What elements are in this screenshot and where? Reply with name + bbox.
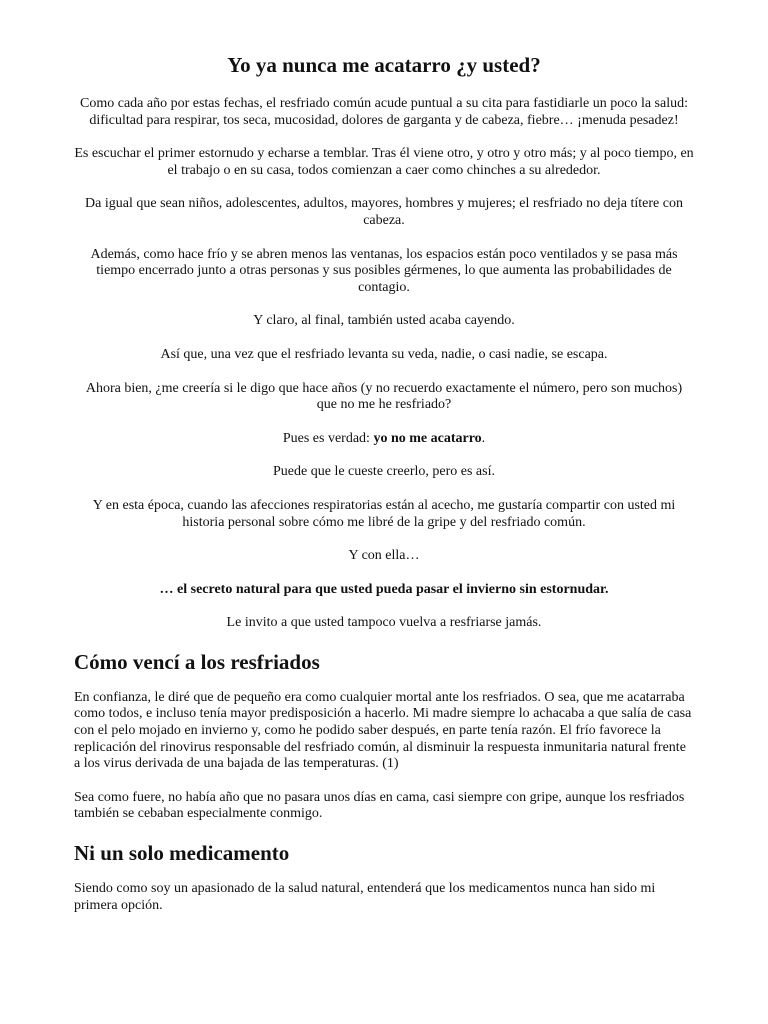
secret-line-bold: … el secreto natural para que usted pueda pasar el invierno sin estornudar.: [159, 581, 609, 597]
intro-paragraph: Ahora bien, ¿me creería si le digo que hace años (y no recuerdo exactamente el número, pero son muchos) que no me he resfriado?: [85, 380, 683, 413]
intro-paragraph: Da igual que sean niños, adolescentes, adultos, mayores, hombres y mujeres; el resfriado no deja títere con cabeza.: [85, 196, 683, 228]
section-heading-medicamento: Ni un solo medicamento: [74, 841, 290, 866]
body-paragraph: Y en esta época, cuando las afecciones respiratorias están al acecho, me gustaría compartir con usted mi historia personal sobre cómo me libré de la gripe y del resfriado común.: [92, 497, 676, 530]
intro-paragraph: Es escuchar el primer estornudo y echarse a temblar. Tras él viene otro, y otro y otro más; y al poco tiempo, en el trabajo o en su casa, todos comienzan a caer como chinches a su alrededor.: [74, 146, 694, 178]
secret-line: [74, 582, 694, 599]
section-heading-resfriados: Cómo vencí a los resfriados: [74, 649, 320, 674]
document-title: Yo ya nunca me acatarro ¿y usted?: [227, 53, 541, 77]
intro-paragraph: Como cada año por estas fechas, el resfriado común acude puntual a su cita para fastidiarle un poco la salud: dificultad para respirar, tos seca, mucosidad, dolores de garganta y de cabeza, fiebre… ¡menuda pesadez!: [80, 96, 688, 128]
intro-paragraph: Así que, una vez que el resfriado levanta su veda, nadie, o casi nadie, se escapa.: [160, 346, 608, 362]
section-paragraph: En confianza, le diré que de pequeño era como cualquier mortal ante los resfriados. O sea, que me acatarraba como todos, e incluso tenía mayor predisposición a hacerlo. Mi madre siempre lo achacaba a que salía de casa con el pelo mojado en invierno y, como he podido saber después, en parte tenía razón. El frío favorece la replicación del rinovirus responsable del resfriado común, al disminuir la respuesta inmunitaria natural frente a los virus derivada de una bajada de las temperaturas. (1): [74, 689, 692, 772]
body-paragraph: Puede que le cueste creerlo, pero es así.: [273, 464, 495, 480]
section-paragraph: Sea como fuere, no había año que no pasara unos días en cama, casi siempre con gripe, aunque los resfriados también se cebaban especialmente conmigo.: [74, 789, 685, 822]
truth-suffix: .: [481, 430, 486, 446]
truth-prefix: Pues es verdad:: [282, 430, 374, 446]
body-paragraph: Y con ella…: [348, 548, 420, 564]
section-paragraph: Siendo como soy un apasionado de la salud natural, entenderá que los medicamentos nunca han sido mi primera opción.: [74, 881, 656, 913]
intro-paragraph: Y claro, al final, también usted acaba cayendo.: [253, 313, 515, 329]
truth-paragraph: [74, 431, 694, 448]
intro-paragraph: Además, como hace frío y se abren menos las ventanas, los espacios están poco ventilados y se pasa más tiempo encerrado junto a otras personas y sus posibles gérmenes, lo que aumenta las probabilidades de contagio.: [90, 246, 678, 295]
truth-bold-text: yo no me acatarro: [373, 430, 482, 446]
document-page: [74, 52, 694, 931]
invite-line: Le invito a que usted tampoco vuelva a resfriarse jamás.: [226, 615, 542, 631]
